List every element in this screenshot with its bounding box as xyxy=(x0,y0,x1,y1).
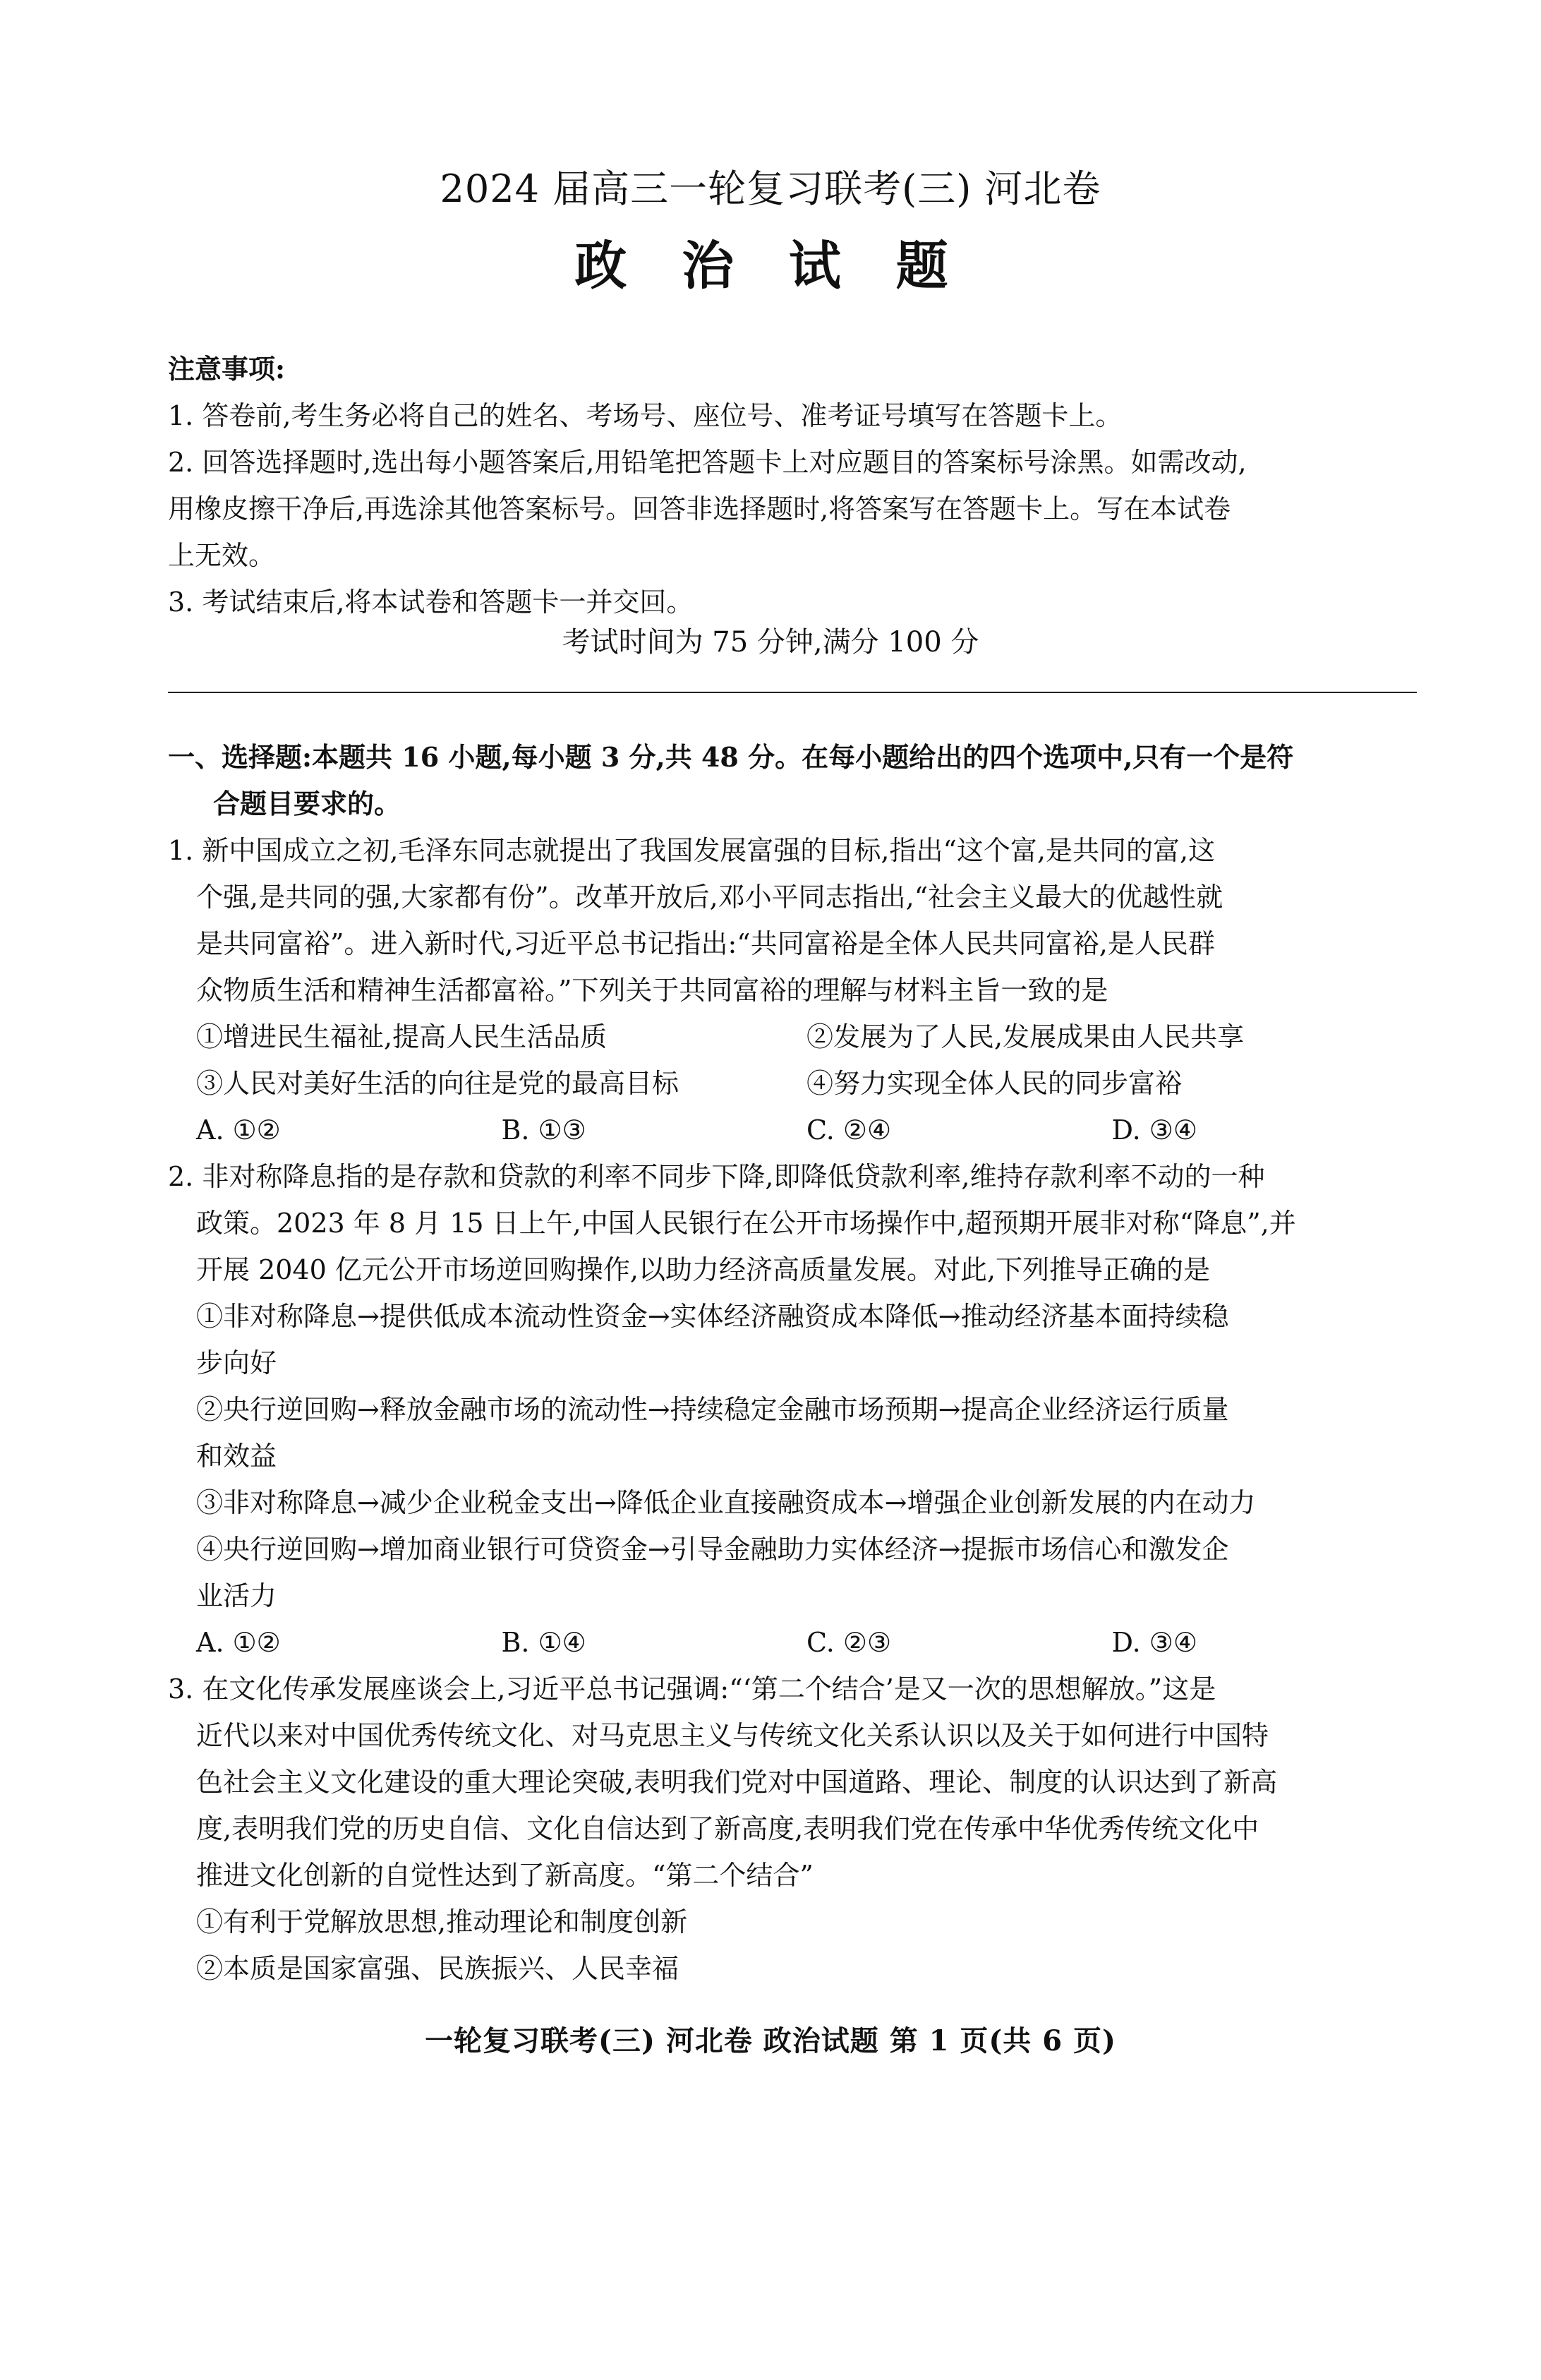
statement-option: ②央行逆回购→释放金融市场的流动性→持续稳定金融市场预期→提高企业经济运行质量 xyxy=(196,1394,1229,1425)
answer-d: D. ③④ xyxy=(1111,1627,1197,1658)
statement-option: ①非对称降息→提供低成本流动性资金→实体经济融资成本降低→推动经济基本面持续稳 xyxy=(196,1301,1229,1332)
statement-option: 业活力 xyxy=(196,1580,277,1611)
answer-a: A. ①② xyxy=(196,1627,281,1658)
answer-choices xyxy=(168,1107,1417,1153)
answer-a: A. ①② xyxy=(196,1114,281,1146)
notes-item: 2. 回答选择题时,选出每小题答案后,用铅笔把答题卡上对应题目的答案标号涂黑。如需改动, xyxy=(168,447,1247,478)
notes-item: 用橡皮擦干净后,再选涂其他答案标号。回答非选择题时,将答案写在答题卡上。写在本试卷 xyxy=(168,493,1231,524)
question-1 xyxy=(168,827,1417,1153)
notes-item: 1. 答卷前,考生务必将自己的姓名、考场号、座位号、准考证号填写在答题卡上。 xyxy=(168,400,1123,431)
question-2 xyxy=(168,1153,1417,1666)
question-stem: 个强,是共同的强,大家都有份”。改革开放后,邓小平同志指出,“社会主义最大的优越性就 xyxy=(196,882,1223,913)
question-stem: 政策。2023 年 8 月 15 日上午,中国人民银行在公开市场操作中,超预期开展非对称“降息”,并 xyxy=(196,1208,1296,1239)
subject-title: 政 治 试 题 xyxy=(574,236,967,296)
question-stem: 近代以来对中国优秀传统文化、对马克思主义与传统文化关系认识以及关于如何进行中国特 xyxy=(196,1720,1269,1751)
statement-option: ①有利于党解放思想,推动理论和制度创新 xyxy=(196,1906,688,1937)
page-footer: 一轮复习联考(三) 河北卷 政治试题 第 1 页(共 6 页) xyxy=(425,2024,1116,2057)
option-row xyxy=(168,1060,1417,1107)
notes-item: 3. 考试结束后,将本试卷和答题卡一并交回。 xyxy=(168,587,694,618)
answer-c: C. ②③ xyxy=(806,1627,892,1658)
divider xyxy=(168,692,1417,693)
notes-section xyxy=(168,346,1410,625)
question-stem: 色社会主义文化建设的重大理论突破,表明我们党对中国道路、理论、制度的认识达到了新高 xyxy=(196,1767,1278,1798)
section-title-line2: 合题目要求的。 xyxy=(213,788,401,819)
exam-time: 考试时间为 75 分钟,满分 100 分 xyxy=(562,626,979,659)
option-row xyxy=(168,1014,1417,1060)
question-stem: 推进文化创新的自觉性达到了新高度。“第二个结合” xyxy=(196,1860,814,1891)
question-stem: 开展 2040 亿元公开市场逆回购操作,以助力经济高质量发展。对此,下列推导正确的是 xyxy=(196,1254,1211,1285)
notes-heading: 注意事项: xyxy=(168,353,286,385)
answer-b: B. ①④ xyxy=(501,1627,586,1658)
statement-option: 步向好 xyxy=(196,1347,277,1378)
statement-option: ②本质是国家富强、民族振兴、人民幸福 xyxy=(196,1953,679,1984)
answer-choices xyxy=(168,1619,1417,1666)
answer-c: C. ②④ xyxy=(806,1114,892,1146)
section-title xyxy=(168,734,1417,827)
question-stem: 是共同富裕”。进入新时代,习近平总书记指出:“共同富裕是全体人民共同富裕,是人民群 xyxy=(196,928,1215,959)
question-stem: 度,表明我们党的历史自信、文化自信达到了新高度,表明我们党在传承中华优秀传统文化中 xyxy=(196,1813,1259,1844)
question-stem: 众物质生活和精神生活都富裕。”下列关于共同富裕的理解与材料主旨一致的是 xyxy=(196,975,1108,1006)
answer-b: B. ①③ xyxy=(501,1114,586,1146)
statement-option: ③人民对美好生活的向往是党的最高目标 xyxy=(196,1068,679,1099)
question-stem: 3. 在文化传承发展座谈会上,习近平总书记强调:“‘第二个结合’是又一次的思想解放。”这是 xyxy=(168,1673,1216,1705)
question-3 xyxy=(168,1666,1417,1992)
statement-option: ④央行逆回购→增加商业银行可贷资金→引导金融助力实体经济→提振市场信心和激发企 xyxy=(196,1534,1229,1565)
answer-d: D. ③④ xyxy=(1111,1114,1197,1146)
statement-option: ①增进民生福祉,提高人民生活品质 xyxy=(196,1021,608,1052)
question-stem: 1. 新中国成立之初,毛泽东同志就提出了我国发展富强的目标,指出“这个富,是共同的富,这 xyxy=(168,835,1216,866)
statement-option: ②发展为了人民,发展成果由人民共享 xyxy=(806,1021,1245,1052)
section-title-line1: 一、选择题:本题共 16 小题,每小题 3 分,共 48 分。在每小题给出的四个选项中,只有一个是符 xyxy=(168,741,1294,773)
questions xyxy=(168,734,1417,1992)
statement-option: 和效益 xyxy=(196,1441,277,1472)
notes-item: 上无效。 xyxy=(168,540,276,571)
statement-option: ③非对称降息→减少企业税金支出→降低企业直接融资成本→增强企业创新发展的内在动力 xyxy=(196,1487,1256,1518)
exam-title: 2024 届高三一轮复习联考(三) 河北卷 xyxy=(440,167,1101,211)
statement-option: ④努力实现全体人民的同步富裕 xyxy=(806,1068,1183,1099)
question-stem: 2. 非对称降息指的是存款和贷款的利率不同步下降,即降低贷款利率,维持存款利率不动的一种 xyxy=(168,1161,1265,1192)
